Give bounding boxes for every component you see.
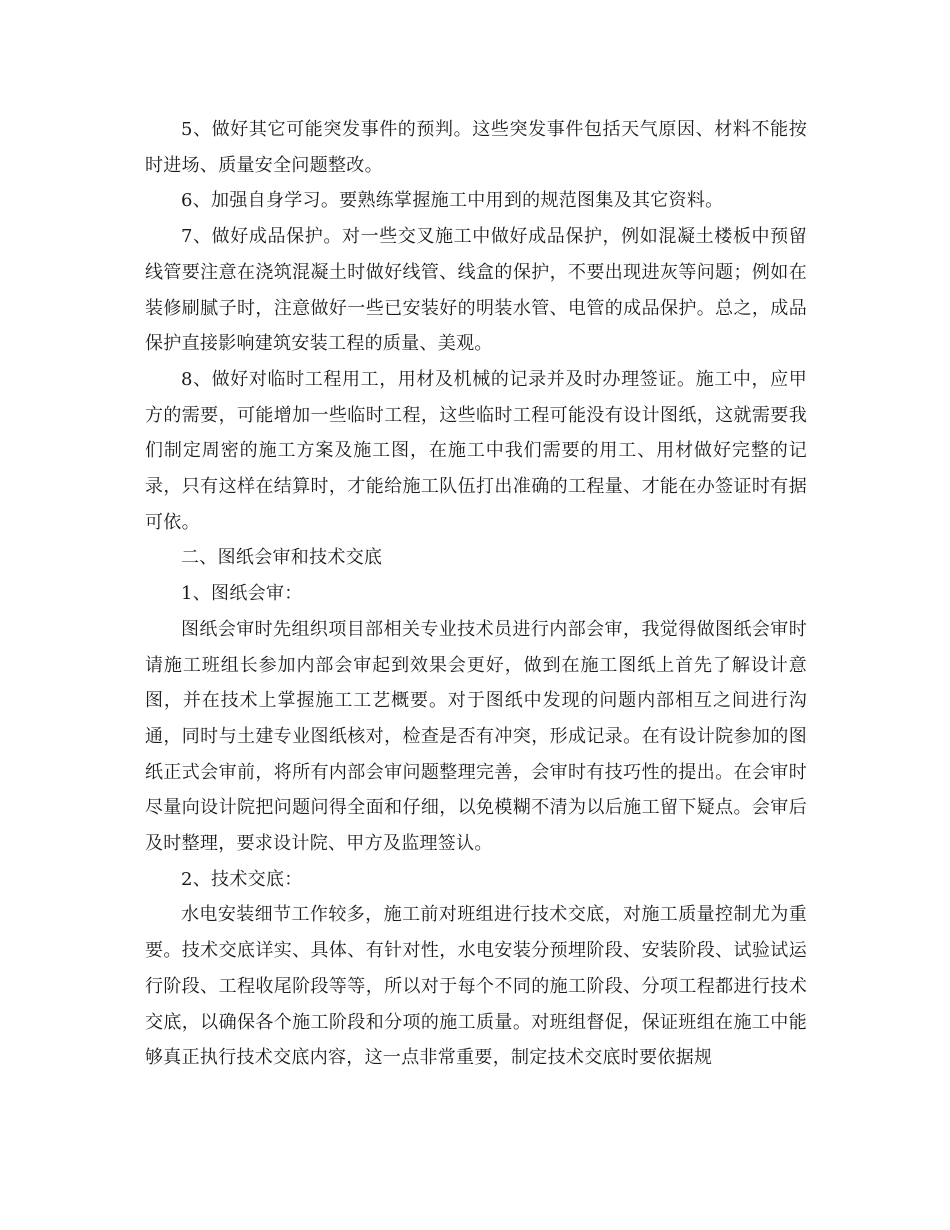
paragraph-item-6: 6、加强自身学习。要熟练掌握施工中用到的规范图集及其它资料。 [181,190,724,212]
paragraph-item-5: 5、做好其它可能突发事件的预判。这些突发事件包括天气原因、材料不能按时进场、质量安全问题整改。 [145,119,807,176]
document-body [145,112,807,1076]
section-heading-2: 二、图纸会审和技术交底 [181,547,383,569]
subheading-drawing-review: 1、图纸会审： [181,583,303,605]
paragraph-item-8: 8、做好对临时工程用工，用材及机械的记录并及时办理签证。施工中，应甲方的需要，可能增加一些临时工程，这些临时工程可能没有设计图纸，这就需要我们制定周密的施工方案及施工图，在施工中我们需要的用工、用材做好完整的记录，只有这样在结算时，才能给施工队伍打出准确的工程量、才能在办签证时有据可依。 [145,368,807,533]
paragraph-drawing-review: 图纸会审时先组织项目部相关专业技术员进行内部会审，我觉得做图纸会审时请施工班组长参加内部会审起到效果会更好，做到在施工图纸上首先了解设计意图，并在技术上掌握施工工艺概要。对于图纸中发现的问题内部相互之间进行沟通，同时与土建专业图纸核对，检查是否有冲突，形成记录。在有设计院参加的图纸正式会审前，将所有内部会审问题整理完善，会审时有技巧性的提出。在会审时尽量向设计院把问题问得全面和仔细，以免模糊不清为以后施工留下疑点。会审后及时整理，要求设计院、甲方及监理签认。 [145,618,807,855]
subheading-technical-disclosure: 2、技术交底： [181,868,303,890]
paragraph-item-7: 7、做好成品保护。对一些交叉施工中做好成品保护，例如混凝土楼板中预留线管要注意在浇筑混凝土时做好线管、线盒的保护，不要出现进灰等问题；例如在装修刷腻子时，注意做好一些已安装好的明装水管、电管的成品保护。总之，成品保护直接影响建筑安装工程的质量、美观。 [145,226,807,355]
paragraph-technical-disclosure: 水电安装细节工作较多，施工前对班组进行技术交底，对施工质量控制尤为重要。技术交底详实、具体、有针对性，水电安装分预埋阶段、安装阶段、试验试运行阶段、工程收尾阶段等等，所以对于每个不同的施工阶段、分项工程都进行技术交底，以确保各个施工阶段和分项的施工质量。对班组督促，保证班组在施工中能够真正执行技术交底内容，这一点非常重要，制定技术交底时要依据规 [145,904,807,1069]
